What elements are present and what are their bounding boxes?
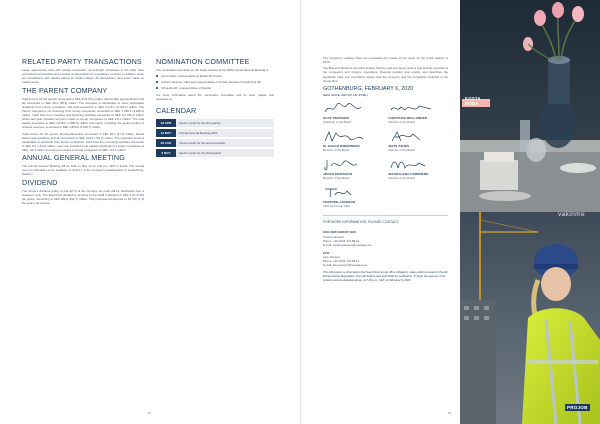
- signature-role: Chairman of the Board: [323, 119, 352, 124]
- signature-scribble-icon: [389, 129, 423, 144]
- signature-name: OLOF PERSSON: [323, 115, 349, 120]
- calendar-row: [156, 139, 274, 147]
- signature-grid: [323, 101, 448, 209]
- calendar-event: Interim report for the second quarter: [176, 139, 274, 147]
- signature-scribble-icon: [323, 157, 359, 172]
- related-text: Lease agreements exist with related companies. Arms-length companies to the CEO have purchased merchandise and received compensation for consultancy services. In addition, there are transactions with related parties at market values. All transactions have been made on market terms.: [22, 68, 144, 85]
- calendar-table: [156, 119, 274, 157]
- nomination-title: NOMINATION COMMITTEE: [156, 57, 250, 66]
- brand-watermark: vakinme: [558, 211, 586, 218]
- more-info-title: FOR MORE INFORMATION, PLEASE CONTACT:: [323, 220, 400, 225]
- place-date: GOTHENBURG, FEBRUARY 6, 2020: [323, 85, 414, 92]
- spread-fold: [300, 0, 301, 424]
- signature-role: CEO and Group CEO: [323, 203, 350, 208]
- parent-text: Total income for the quarter amounted to SEK 20.9 (5.0) million. Result after appropriations and tax amounted to SEK 45.0 (89.5) million. The decrease is attributable to lower anticipated dividends from Group companies. Net debt amounted to SEK 2,474.2 (3,723.6) million. The Parent Company's net financing from Group companies amounted to SEK 2,468.9 (3,648.4) million. Cash flow from investing and financing activities amounted to SEK 6.6 (35.2) million where last year included long-term loans to Group companies of SEK 9.6.1 million. The total assets amounted to SEK 4,916.0 (4,986.6) million and equity, including the equity portion of untaxed reserves, amounted to SEK 2,850.0 (2,945.7) million.: [22, 96, 144, 130]
- signature-scribble-icon: [389, 157, 427, 172]
- calendar-event: Annual General Meeting 2020: [176, 129, 274, 137]
- signature-name: JONAS ERIKSSON: [323, 171, 353, 176]
- signature-role: Member of the Board: [323, 147, 350, 152]
- calendar-row: [156, 149, 274, 157]
- calendar-event: Interim report for the first quarter: [176, 119, 274, 127]
- calendar-title: CALENDAR: [156, 105, 197, 115]
- signature-name: MATS ÅRJES: [388, 143, 410, 148]
- agm-title: ANNUAL GENERAL MEETING: [22, 153, 126, 163]
- right-column: [323, 56, 448, 283]
- contact-email[interactable]: E-mail: torsten.jansson@newwave.se: [323, 242, 372, 247]
- calendar-date: 23 APR: [156, 119, 176, 127]
- contact-phone: Phone: +46 (0)31-712 89 12: [323, 259, 360, 263]
- signature-block: [323, 185, 383, 209]
- signature-name: CHRISTINA BELLANDER: [388, 115, 428, 120]
- nomination-intro: The nomination committee for the board election at the 2020 Annual General Meeting is:: [156, 68, 269, 72]
- signature-block: [323, 101, 383, 125]
- nomination-list: [156, 74, 274, 89]
- signature-role: Member of the Board: [388, 147, 415, 152]
- disclosure-note: The information is information that New Wave Group AB is obliged to make public pursuant to the EU Market Abuse Regulation. The information was submitted for publication, through the agency of the contact persons detailed above, at 7.00 a.m. CET on February 6, 2020.: [323, 270, 448, 282]
- signature-block: [389, 129, 449, 153]
- contact-title: CEO AND GROUP CEO: [323, 230, 356, 235]
- signature-block: [323, 129, 383, 153]
- dividend-text: The Group's dividend policy is that 40 % of the Group's net profit will be distributed over a business cycle. The Board has decided to propose to the AGM a dividend of SEK 2.20 (2.00) per share, amounting to SEK 186.6 (152.7) million. This proposal corresponds to 39 (37) % of the year's net income.: [22, 188, 144, 205]
- signature-scribble-icon: [323, 185, 353, 200]
- signature-block: [389, 157, 449, 181]
- signature-name: TORSTEN JANSSON: [323, 199, 356, 204]
- signature-role: Member of the Board: [388, 175, 415, 180]
- contact-name: Torsten Jansson: [323, 234, 345, 239]
- signature-role: Member of the Board: [388, 119, 415, 124]
- nomination-member: Ulf Hedlundh, representative of Svolder: [156, 86, 274, 90]
- company-name: NEW WAVE GROUP AB (PUBL): [323, 92, 368, 97]
- signature-block: [323, 157, 383, 181]
- signature-name: M. JOHAN WIDERBERG: [323, 143, 361, 148]
- calendar-date: 20 AUG: [156, 139, 176, 147]
- signature-block: [389, 101, 449, 125]
- photo-label: KOSTA BODA: [465, 96, 481, 106]
- calendar-row: [156, 129, 274, 137]
- photo-panel: [460, 0, 600, 424]
- page-number-left: 12: [148, 411, 152, 415]
- signature-name: MAGDALENA FORSBERG: [388, 171, 429, 176]
- signature-scribble-icon: [323, 129, 365, 144]
- related-title: RELATED PARTY TRANSACTIONS: [22, 57, 142, 66]
- brand-logo: PROJOB: [567, 405, 588, 410]
- parent-title: THE PARENT COMPANY: [22, 85, 108, 95]
- agm-text: The Annual General Meeting will be held on May 13 at 1.00 pm. CET in Kosta. The annual report is scheduled to be available on April 17 at the company's headquarters in Gothenburg, Sweden.: [22, 164, 144, 177]
- page-number-right: 13: [448, 411, 452, 415]
- parent-text-2: Total income for the period January-December amounted to SEK 84.4 (47.4) million. Result before appropriations and tax amounted to SEK 213.9 (751.2) million. The improved result is attributable to dividends from Group companies. Cash flow from investing activities amounted to SEK 6.6 (–64.6) million. Last year included a net capital contribution to Group companies of SEK –59.3 million and long-term loans to Group companies of SEK –9.6.1 million.: [22, 131, 144, 152]
- signature-scribble-icon: [323, 101, 363, 116]
- dividend-title: DIVIDEND: [22, 177, 58, 187]
- calendar-date: 13 MAY: [156, 129, 176, 137]
- contact-name: Lars Jönsson: [323, 254, 341, 259]
- calendar-row: [156, 119, 274, 127]
- signature-role: Member of the Board: [323, 175, 350, 180]
- contact-email[interactable]: E-mail: lars.jonsson@newwave.se: [323, 263, 368, 268]
- board-text: The Board of Directors and CEO declare that the year-end report gives a true and fair overview of the company's and Group's operations, financial position and results, and describes the significant risks and uncertainty factors that the company and the companies included in the Group face.: [323, 66, 448, 83]
- divider: [323, 215, 448, 216]
- nomination-outro: For more information about the nomination committee and its work, please visit newwave.se.: [156, 92, 274, 101]
- left-column: [22, 56, 144, 207]
- middle-column: [156, 56, 274, 159]
- calendar-event: Interim report for the third quarter: [176, 149, 274, 157]
- contact-phone: Phone: +46 (0)31-712 89 01: [323, 238, 360, 243]
- signature-scribble-icon: [389, 101, 433, 116]
- nomination-member: Torsten Jansson, CEO and representative of Torsten Jansson Förvaltnings AB: [156, 80, 274, 84]
- audit-text: The company's auditors have not conducted any review of the report for the fourth quarter of 2019.: [323, 56, 448, 65]
- contact-title: CFO: [323, 250, 330, 255]
- nomination-member: Anna Lärka, representative of Fjärde AP-fonden: [156, 74, 274, 78]
- calendar-date: 6 NOV: [156, 149, 176, 157]
